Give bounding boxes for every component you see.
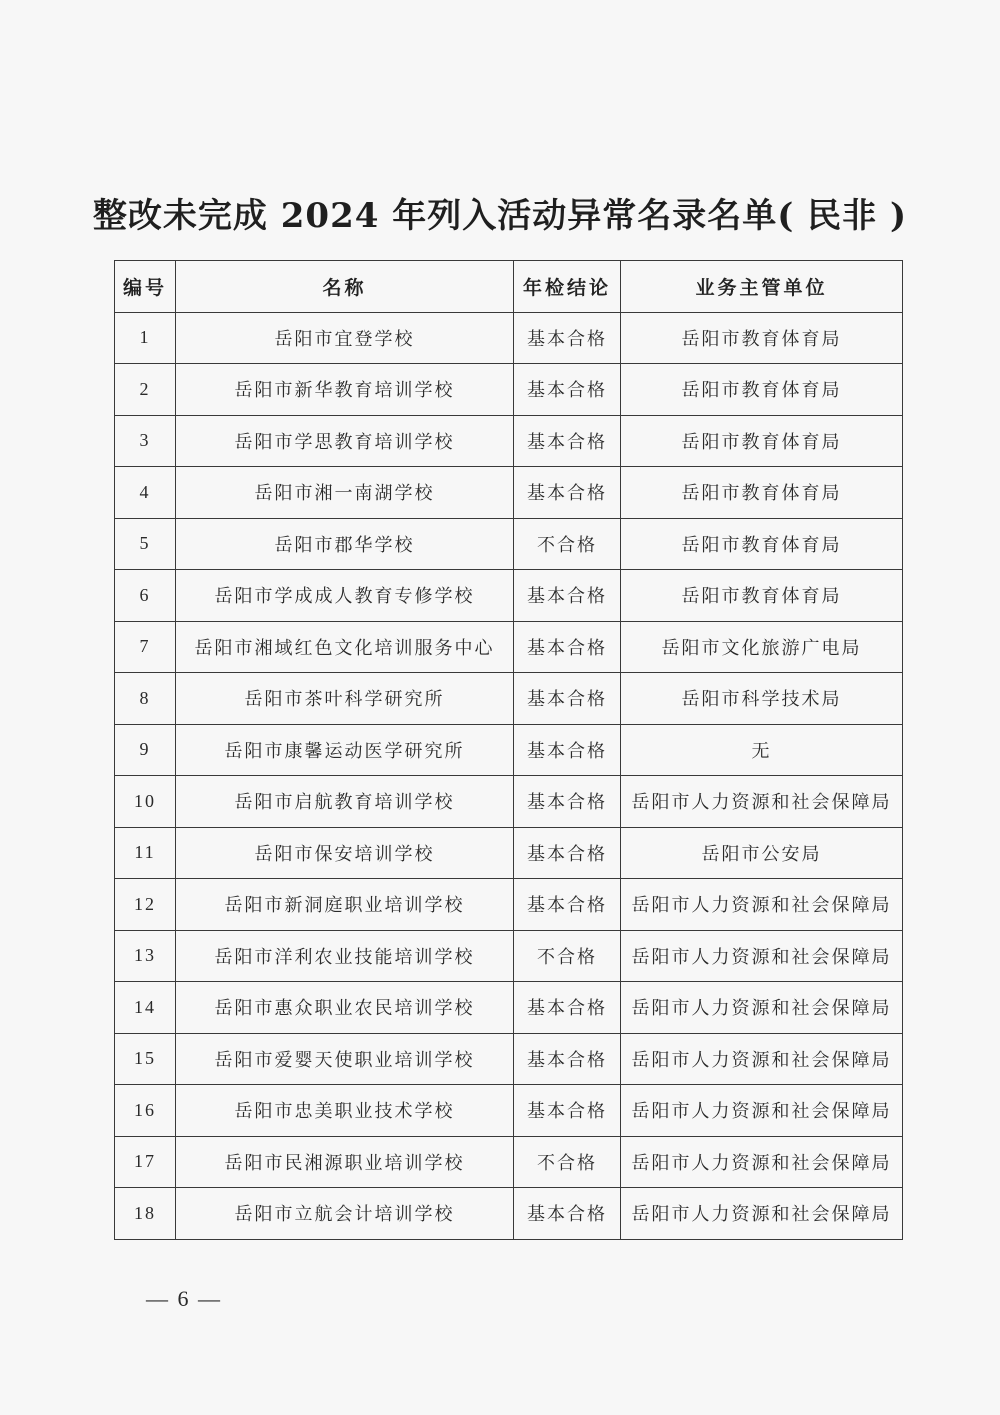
header-supervising-unit: 业务主管单位 bbox=[621, 261, 903, 313]
supervising-unit: 岳阳市教育体育局 bbox=[621, 312, 903, 364]
table-row bbox=[115, 467, 903, 519]
inspection-result: 基本合格 bbox=[514, 1085, 621, 1137]
table-row bbox=[115, 724, 903, 776]
row-number: 8 bbox=[115, 673, 176, 725]
supervising-unit: 岳阳市科学技术局 bbox=[621, 673, 903, 725]
organization-name: 岳阳市学思教育培训学校 bbox=[176, 415, 514, 467]
organization-name: 岳阳市宜登学校 bbox=[176, 312, 514, 364]
row-number: 16 bbox=[115, 1085, 176, 1137]
inspection-result: 基本合格 bbox=[514, 827, 621, 879]
inspection-result: 基本合格 bbox=[514, 467, 621, 519]
organization-name: 岳阳市学成成人教育专修学校 bbox=[176, 570, 514, 622]
row-number: 15 bbox=[115, 1033, 176, 1085]
row-number: 5 bbox=[115, 518, 176, 570]
supervising-unit: 岳阳市教育体育局 bbox=[621, 364, 903, 416]
supervising-unit: 岳阳市人力资源和社会保障局 bbox=[621, 982, 903, 1034]
row-number: 1 bbox=[115, 312, 176, 364]
inspection-result: 基本合格 bbox=[514, 312, 621, 364]
supervising-unit: 岳阳市人力资源和社会保障局 bbox=[621, 1136, 903, 1188]
organization-name: 岳阳市忠美职业技术学校 bbox=[176, 1085, 514, 1137]
supervising-unit: 无 bbox=[621, 724, 903, 776]
table-body bbox=[115, 312, 903, 1239]
table-row bbox=[115, 415, 903, 467]
inspection-result: 基本合格 bbox=[514, 879, 621, 931]
row-number: 12 bbox=[115, 879, 176, 931]
row-number: 7 bbox=[115, 621, 176, 673]
supervising-unit: 岳阳市文化旅游广电局 bbox=[621, 621, 903, 673]
row-number: 9 bbox=[115, 724, 176, 776]
inspection-result: 基本合格 bbox=[514, 1188, 621, 1240]
inspection-result: 基本合格 bbox=[514, 1033, 621, 1085]
row-number: 13 bbox=[115, 930, 176, 982]
table-row bbox=[115, 827, 903, 879]
supervising-unit: 岳阳市人力资源和社会保障局 bbox=[621, 1085, 903, 1137]
organization-name: 岳阳市惠众职业农民培训学校 bbox=[176, 982, 514, 1034]
inspection-result: 基本合格 bbox=[514, 415, 621, 467]
organization-name: 岳阳市新洞庭职业培训学校 bbox=[176, 879, 514, 931]
supervising-unit: 岳阳市人力资源和社会保障局 bbox=[621, 776, 903, 828]
inspection-result: 基本合格 bbox=[514, 982, 621, 1034]
supervising-unit: 岳阳市人力资源和社会保障局 bbox=[621, 1188, 903, 1240]
supervising-unit: 岳阳市教育体育局 bbox=[621, 415, 903, 467]
organization-name: 岳阳市湘域红色文化培训服务中心 bbox=[176, 621, 514, 673]
table-row bbox=[115, 1085, 903, 1137]
row-number: 14 bbox=[115, 982, 176, 1034]
inspection-result: 基本合格 bbox=[514, 621, 621, 673]
table-row bbox=[115, 312, 903, 364]
inspection-result: 基本合格 bbox=[514, 724, 621, 776]
inspection-result: 基本合格 bbox=[514, 570, 621, 622]
inspection-result: 不合格 bbox=[514, 518, 621, 570]
header-number: 编号 bbox=[115, 261, 176, 313]
organization-name: 岳阳市郡华学校 bbox=[176, 518, 514, 570]
supervising-unit: 岳阳市教育体育局 bbox=[621, 467, 903, 519]
organization-name: 岳阳市洋利农业技能培训学校 bbox=[176, 930, 514, 982]
supervising-unit: 岳阳市公安局 bbox=[621, 827, 903, 879]
row-number: 17 bbox=[115, 1136, 176, 1188]
row-number: 3 bbox=[115, 415, 176, 467]
table-row bbox=[115, 930, 903, 982]
table-header-row bbox=[115, 261, 903, 313]
organization-name: 岳阳市爱婴天使职业培训学校 bbox=[176, 1033, 514, 1085]
table-row bbox=[115, 776, 903, 828]
roster-table bbox=[114, 260, 903, 1240]
supervising-unit: 岳阳市教育体育局 bbox=[621, 570, 903, 622]
row-number: 10 bbox=[115, 776, 176, 828]
supervising-unit: 岳阳市教育体育局 bbox=[621, 518, 903, 570]
organization-name: 岳阳市启航教育培训学校 bbox=[176, 776, 514, 828]
table-row bbox=[115, 621, 903, 673]
header-name: 名称 bbox=[176, 261, 514, 313]
table-row bbox=[115, 982, 903, 1034]
inspection-result: 不合格 bbox=[514, 930, 621, 982]
table-row bbox=[115, 879, 903, 931]
table-row bbox=[115, 1033, 903, 1085]
page-number: — 6 — bbox=[146, 1286, 222, 1311]
supervising-unit: 岳阳市人力资源和社会保障局 bbox=[621, 879, 903, 931]
table-row bbox=[115, 673, 903, 725]
organization-name: 岳阳市立航会计培训学校 bbox=[176, 1188, 514, 1240]
document-title: 整改未完成 2024 年列入活动异常名录名单( 民非 ) bbox=[92, 196, 908, 236]
organization-name: 岳阳市康馨运动医学研究所 bbox=[176, 724, 514, 776]
supervising-unit: 岳阳市人力资源和社会保障局 bbox=[621, 930, 903, 982]
table-row bbox=[115, 570, 903, 622]
inspection-result: 基本合格 bbox=[514, 673, 621, 725]
table-row bbox=[115, 518, 903, 570]
table-row bbox=[115, 364, 903, 416]
row-number: 11 bbox=[115, 827, 176, 879]
organization-name: 岳阳市湘一南湖学校 bbox=[176, 467, 514, 519]
organization-name: 岳阳市民湘源职业培训学校 bbox=[176, 1136, 514, 1188]
inspection-result: 基本合格 bbox=[514, 364, 621, 416]
row-number: 2 bbox=[115, 364, 176, 416]
row-number: 6 bbox=[115, 570, 176, 622]
organization-name: 岳阳市新华教育培训学校 bbox=[176, 364, 514, 416]
table-row bbox=[115, 1188, 903, 1240]
organization-name: 岳阳市茶叶科学研究所 bbox=[176, 673, 514, 725]
organization-name: 岳阳市保安培训学校 bbox=[176, 827, 514, 879]
header-inspection-result: 年检结论 bbox=[514, 261, 621, 313]
row-number: 4 bbox=[115, 467, 176, 519]
table-row bbox=[115, 1136, 903, 1188]
row-number: 18 bbox=[115, 1188, 176, 1240]
inspection-result: 基本合格 bbox=[514, 776, 621, 828]
supervising-unit: 岳阳市人力资源和社会保障局 bbox=[621, 1033, 903, 1085]
inspection-result: 不合格 bbox=[514, 1136, 621, 1188]
